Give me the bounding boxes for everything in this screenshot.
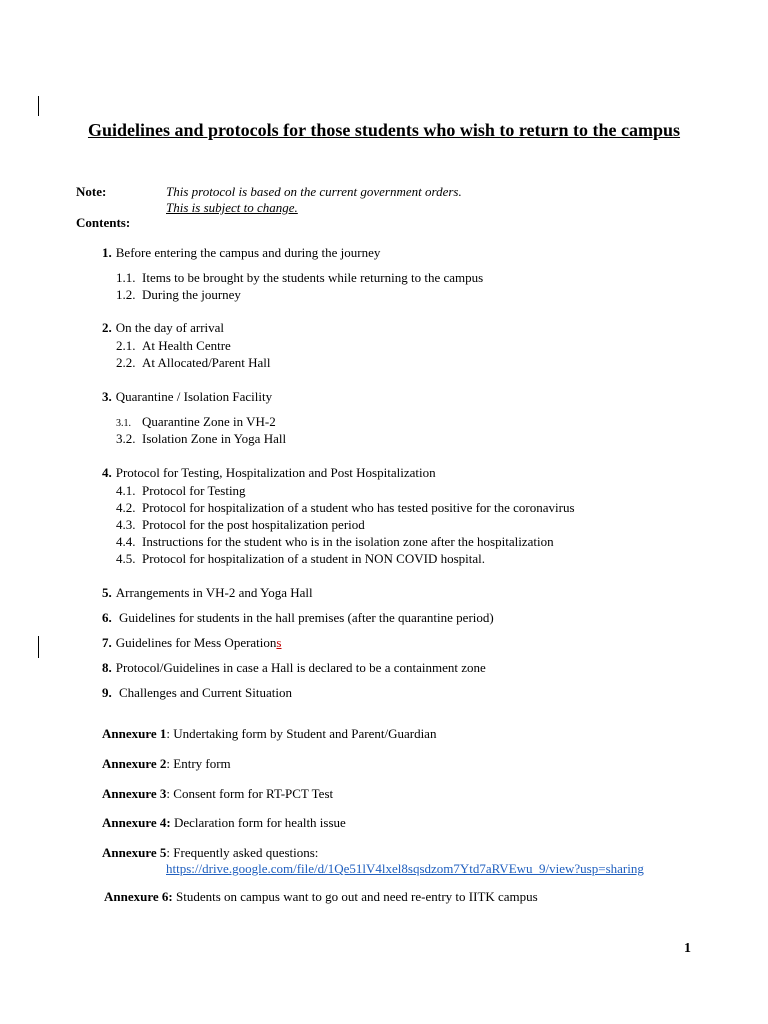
note-line-2: This is subject to change.: [166, 200, 298, 215]
subsection-item: 4.4. Instructions for the student who is in the isolation zone after the hospitalization: [116, 534, 554, 549]
annexure-item: Annexure 5: Frequently asked questions:: [102, 845, 319, 860]
subsection-item: 1.2. During the journey: [116, 287, 241, 302]
subsection-item: 2.1. At Health Centre: [116, 338, 231, 353]
page-title: Guidelines and protocols for those students who wish to return to the campus: [87, 120, 681, 140]
note-line-1: This protocol is based on the current government orders.: [166, 184, 462, 199]
section-item: 4. Protocol for Testing, Hospitalization and Post Hospitalization: [102, 465, 436, 480]
subsection-item: 3.1. Quarantine Zone in VH-2: [116, 414, 276, 429]
annexure-item: Annexure 6: Students on campus want to go out and need re-entry to IITK campus: [104, 889, 538, 904]
section-item: 2. On the day of arrival: [102, 320, 225, 335]
subsection-item: 3.2. Isolation Zone in Yoga Hall: [116, 431, 287, 446]
contents-label: Contents:: [76, 215, 131, 230]
annexure-item: Annexure 4: Declaration form for health issue: [102, 815, 346, 830]
faq-link[interactable]: https://drive.google.com/file/d/1Qe51lV4lxel8sqsdzom7Ytd7aRVEwu_9/view?usp=sharing: [166, 861, 644, 876]
subsection-item: 1.1. Items to be brought by the students while returning to the campus: [116, 270, 484, 285]
subsection-item: 2.2. At Allocated/Parent Hall: [116, 355, 271, 370]
revision-bar: [38, 636, 39, 658]
revision-bar: [38, 96, 39, 116]
page-number: 1: [684, 941, 691, 956]
annexure-item: Annexure 1: Undertaking form by Student and Parent/Guardian: [102, 726, 437, 741]
section-item: 9. Challenges and Current Situation: [102, 685, 292, 700]
section-item: 6. Guidelines for students in the hall premises (after the quarantine period): [102, 610, 494, 625]
subsection-item: 4.1. Protocol for Testing: [116, 483, 246, 498]
subsection-item: 4.2. Protocol for hospitalization of a student who has tested positive for the coronavirus: [116, 500, 575, 515]
section-item: 3. Quarantine / Isolation Facility: [102, 389, 273, 404]
subsection-item: 4.5. Protocol for hospitalization of a student in NON COVID hospital.: [116, 551, 486, 566]
section-item: 1. Before entering the campus and during the journey: [102, 245, 381, 260]
section-item: 7. Guidelines for Mess Operations: [102, 635, 282, 650]
section-item: 5. Arrangements in VH-2 and Yoga Hall: [102, 585, 313, 600]
tracked-change-mark: s: [276, 635, 282, 650]
section-item: 8. Protocol/Guidelines in case a Hall is declared to be a containment zone: [102, 660, 486, 675]
annexure-item: Annexure 2: Entry form: [102, 756, 231, 771]
subsection-item: 4.3. Protocol for the post hospitalization period: [116, 517, 365, 532]
note-label: Note:: [76, 184, 107, 199]
annexure-item: Annexure 3: Consent form for RT-PCT Test: [102, 786, 334, 801]
